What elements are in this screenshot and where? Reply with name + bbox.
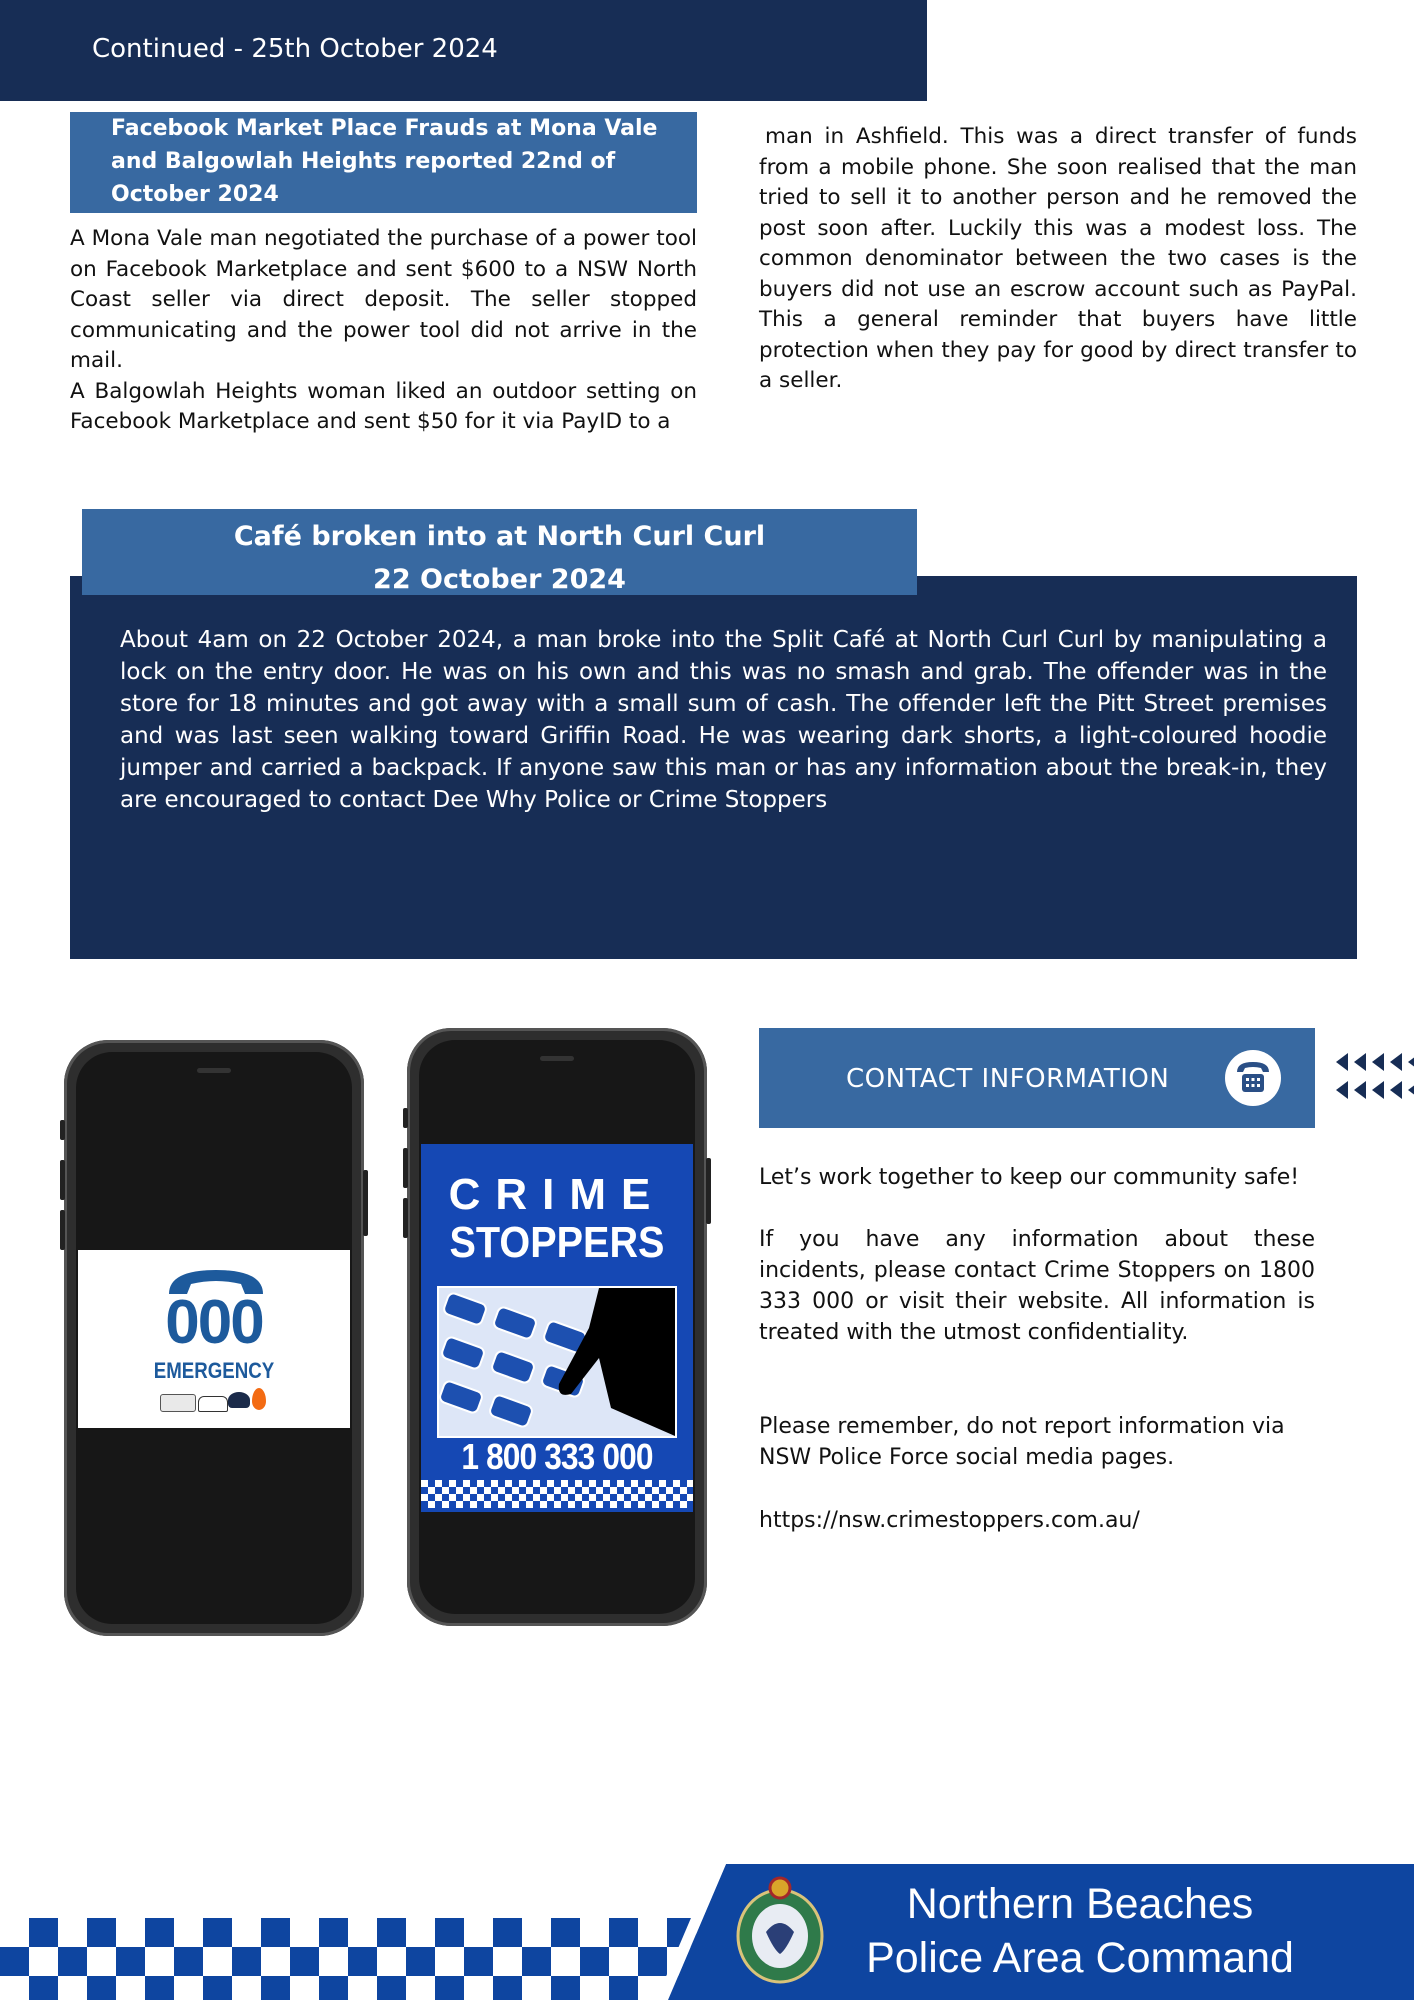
emergency-label: EMERGENCY: [153, 1358, 275, 1383]
telephone-icon: [1225, 1050, 1281, 1106]
fraud-paragraph-3: man in Ashfield. This was a direct transfer of funds from a mobile phone. She soon realised that the man tried to sell it to another person and he removed the post soon after. Luckily this was a modest loss. The common denominator between the two cases is the buyers did not use an escrow account such as PayPal. This a general reminder that buyers have little protection when they pay for good by direct transfer to a seller.: [759, 124, 1357, 393]
phone-emergency: [64, 1040, 364, 1636]
crimestoppers-number: 1 800 333 000: [461, 1436, 653, 1477]
checkered-strip: [421, 1480, 693, 1508]
police-cap-icon: [228, 1392, 250, 1408]
arrow-chevrons-decoration: [1336, 1052, 1414, 1104]
fraud-column-left: [70, 224, 697, 438]
ambulance-icon: [160, 1394, 196, 1412]
cafe-body: About 4am on 22 October 2024, a man broke into the Split Café at North Curl Curl by manipulating a lock on the entry door. He was on his own and this was no smash and grab. The offender was in the store for 18 minutes and got away with a small sum of cash. The offender left the Pitt Street premises and was last seen walking toward Griffin Road. He was wearing dark shorts, a light-coloured hoodie jumper and carried a backpack. If anyone saw this man or has any information about the break-in, they are encouraged to contact Dee Why Police or Crime Stoppers: [120, 627, 1327, 813]
crimestoppers-title-line-1: CRIME: [448, 1170, 666, 1219]
cafe-title-line-1: Café broken into at North Curl Curl: [233, 521, 766, 552]
fraud-paragraph-2: A Balgowlah Heights woman liked an outdoor setting on Facebook Marketplace and sent $50 for it via PayID to a: [70, 378, 697, 434]
cafe-title-line-2: 22 October 2024: [373, 564, 626, 595]
header-bar: [0, 0, 927, 101]
phone-crimestoppers: [407, 1028, 707, 1626]
crimestoppers-link[interactable]: https://nsw.crimestoppers.com.au/: [759, 1508, 1140, 1533]
keypad-icon: [439, 1288, 675, 1436]
crimestoppers-poster: [421, 1144, 693, 1512]
fraud-heading-box: [70, 112, 697, 213]
fire-icon: [252, 1388, 266, 1410]
contact-heading: CONTACT INFORMATION: [846, 1064, 1170, 1094]
emergency-services-icons: [160, 1388, 270, 1414]
contact-intro: Let’s work together to keep our community safe!: [759, 1165, 1300, 1190]
emergency-card: [78, 1250, 350, 1428]
footer-title-line-1: Northern Beaches: [906, 1880, 1254, 1928]
fraud-column-right: [759, 122, 1357, 397]
police-crest-icon: [734, 1874, 826, 1986]
footer-title-line-2: Police Area Command: [866, 1934, 1294, 1982]
contact-warning: Please remember, do not report information via NSW Police Force social media pages.: [759, 1414, 1285, 1470]
header-date: Continued - 25th October 2024: [92, 34, 498, 64]
contact-heading-box: [759, 1028, 1315, 1128]
police-car-icon: [198, 1396, 228, 1412]
footer: [0, 1864, 1414, 2000]
emergency-number: 000: [165, 1288, 263, 1357]
fraud-title: Facebook Market Place Frauds at Mona Vale and Balgowlah Heights reported 22nd of October 2024: [111, 116, 658, 207]
keypad-hand-image: [437, 1286, 677, 1438]
contact-instructions: If you have any information about these incidents, please contact Crime Stoppers on 1800 333 000 or visit their website. All information is treated with the utmost confidentiality.: [759, 1227, 1315, 1345]
cafe-heading-box: [82, 509, 917, 595]
crimestoppers-title-line-2: STOPPERS: [449, 1218, 665, 1267]
fraud-paragraph-1: A Mona Vale man negotiated the purchase of a power tool on Facebook Marketplace and sent $600 to a NSW North Coast seller via direct deposit. The seller stopped communicating and the power tool did not arrive in the mail.: [70, 226, 697, 373]
